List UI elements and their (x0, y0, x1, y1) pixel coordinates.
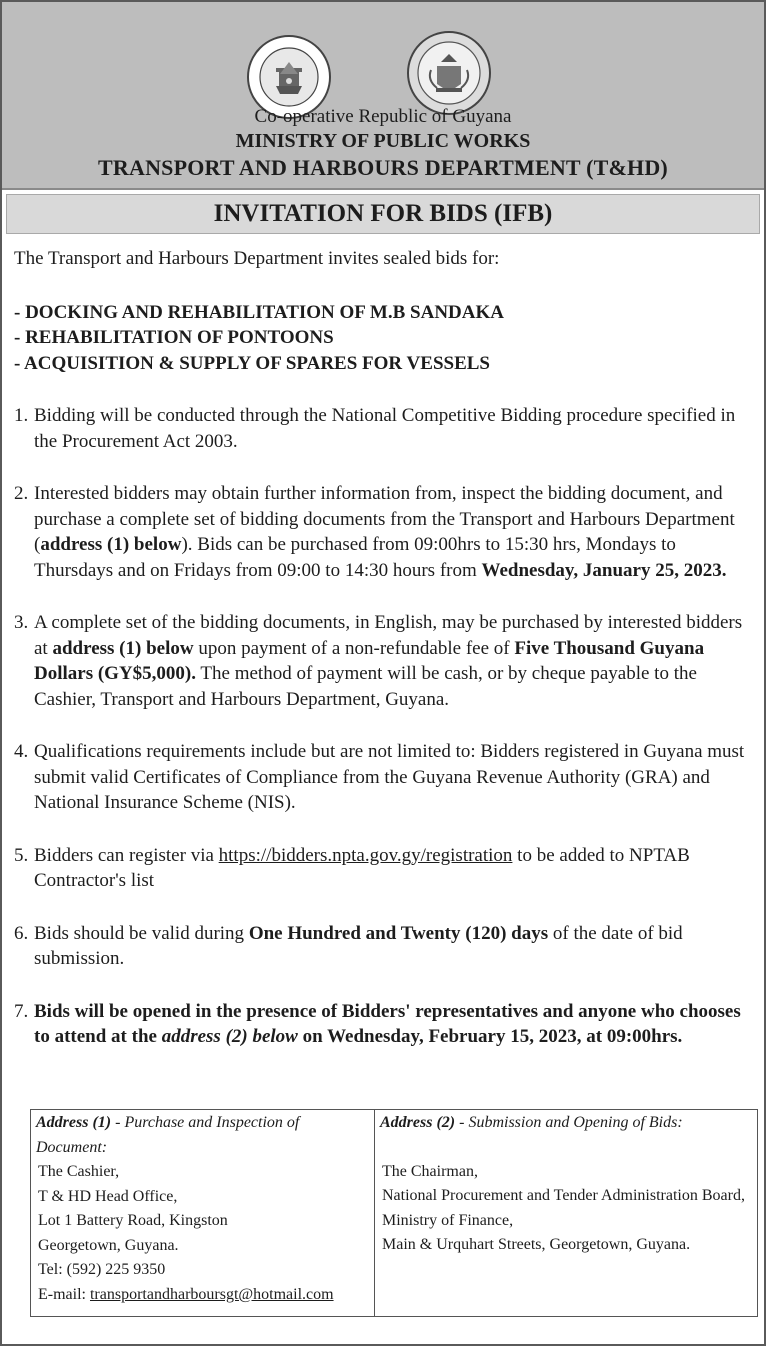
clause-number: 4. (14, 741, 29, 762)
address-2-lines (380, 1160, 752, 1258)
address-line: The Cashier, (38, 1163, 120, 1180)
clause-3 (14, 610, 752, 712)
clause-number: 7. (14, 1000, 29, 1022)
fee-amount: Five Thousand Guyana Dollars (GY$5,000). (34, 637, 705, 684)
clause-4 (14, 739, 752, 816)
clause-number: 3. (14, 612, 29, 633)
address-line: Ministry of Finance, (382, 1211, 514, 1229)
seals (2, 22, 764, 110)
address-1-heading (36, 1111, 369, 1160)
clause-number: 5. (14, 844, 29, 866)
address-line: Georgetown, Guyana. (38, 1236, 179, 1254)
clause-6 (14, 921, 752, 972)
address-table (30, 1109, 758, 1317)
address-1-ref: address (1) below (40, 534, 182, 555)
address-line: T & HD Head Office, (38, 1187, 178, 1205)
clause-text: to be added to NPTAB Contractor's list (34, 844, 690, 891)
start-date: Wednesday, January 25, 2023. (481, 559, 727, 581)
department-name: TRANSPORT AND HARBOURS DEPARTMENT (T&HD) (98, 155, 668, 180)
address-1-title: - Purchase and Inspection of Document: (36, 1114, 300, 1156)
registration-link[interactable]: https://bidders.npta.gov.gy/registration (218, 844, 513, 866)
intro-text: The Transport and Harbours Department invites sealed bids for: (14, 248, 500, 269)
clause-text: Bids will be opened in the presence of Bidders' representatives and anyone who chooses to attend at the (34, 1000, 741, 1047)
clause-text: Qualifications requirements include but are not limited to: Bidders registered in Guyana must submit valid Certificates of Compliance from the Guyana Revenue Authority (GRA) and National Insurance Scheme (NIS). (34, 741, 745, 813)
clause-text: ). Bids can be purchased from 09:00hrs to 15:30 hrs, Mondays to Thursdays and on Fridays from 09:00 to 14:30 hours from (34, 534, 676, 581)
clause-number: 2. (14, 483, 29, 504)
clause-1 (14, 403, 752, 454)
clause-7 (14, 999, 752, 1050)
address-2-cell (375, 1110, 757, 1316)
header-band (2, 2, 764, 190)
bid-items-list (14, 300, 752, 377)
email-link[interactable]: transportandharboursgt@hotmail.com (89, 1285, 334, 1303)
clause-text: Bids should be valid during (34, 922, 249, 944)
ministry-name: MINISTRY OF PUBLIC WORKS (235, 130, 531, 152)
clause-2 (14, 481, 752, 583)
address-line: The Chairman, (382, 1162, 478, 1180)
clause-number: 6. (14, 922, 29, 944)
address-2-label: Address (2) (380, 1114, 456, 1131)
email-label: E-mail: (38, 1285, 90, 1303)
clause-text: A complete set of the bidding documents, in English, may be purchased by interested bidders at (34, 612, 743, 659)
address-2-title: - Submission and Opening of Bids: (455, 1114, 683, 1131)
clause-text: Interested bidders may obtain further information from, inspect the bidding document, and purchase a complete set of bidding documents from the Transport and Harbours Department ( (34, 483, 735, 555)
clause-text: Bidding will be conducted through the National Competitive Bidding procedure specified in the Procurement Act 2003. (34, 405, 736, 452)
address-1-lines (36, 1160, 369, 1307)
clause-5 (14, 843, 752, 894)
address-1-cell (31, 1110, 375, 1316)
email-line (36, 1283, 369, 1308)
clause-text: Bidders can register via (34, 844, 219, 866)
notice-body (2, 246, 764, 1050)
address-line: Lot 1 Battery Road, Kingston (38, 1212, 228, 1229)
bid-item: - REHABILITATION OF PONTOONS (14, 327, 334, 348)
notice-title: INVITATION FOR BIDS (IFB) (6, 194, 760, 234)
address-2-heading (380, 1111, 752, 1136)
clause-text: upon payment of a non-refundable fee of (193, 637, 515, 659)
address-line: Tel: (592) 225 9350 (38, 1261, 166, 1278)
address-2-ref: address (2) below (161, 1026, 298, 1047)
address-line: Main & Urquhart Streets, Georgetown, Guyana. (382, 1236, 691, 1253)
bid-item: - ACQUISITION & SUPPLY OF SPARES FOR VESSELS (14, 352, 490, 374)
country-name: Co-operative Republic of Guyana (254, 106, 512, 127)
ministry-seal-icon (406, 30, 492, 116)
clause-text: The method of payment will be cash, or by cheque payable to the Cashier, Transport and Harbours Department, Guyana. (34, 663, 697, 710)
opening-date: on Wednesday, February 15, 2023, at 09:00hrs. (297, 1026, 683, 1047)
address-1-ref: address (1) below (52, 637, 194, 659)
address-1-label: Address (1) (36, 1114, 112, 1131)
bid-item: - DOCKING AND REHABILITATION OF M.B SANDAKA (14, 301, 504, 323)
address-line: National Procurement and Tender Administration Board, (382, 1187, 745, 1204)
clause-text: of the date of bid submission. (34, 922, 683, 969)
clause-number: 1. (14, 405, 29, 426)
validity-period: One Hundred and Twenty (120) days (248, 922, 549, 944)
